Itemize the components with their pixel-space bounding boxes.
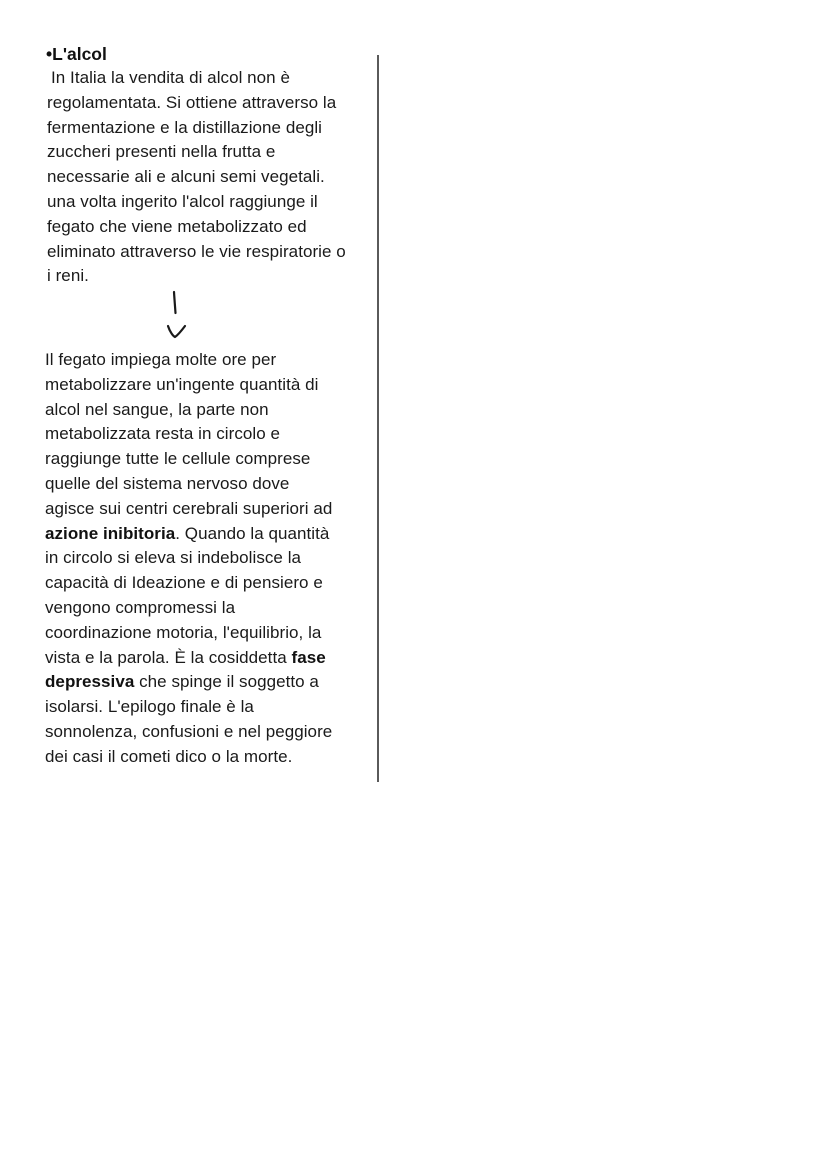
- text-line: sonnolenza, confusioni e nel peggiore: [45, 721, 333, 741]
- text-line: in circolo si eleva si indebolisce la: [45, 548, 302, 568]
- text-fragment: che spinge il soggetto a: [134, 672, 319, 692]
- column-divider: [377, 55, 379, 782]
- text-line: [45, 646, 375, 671]
- text-line: necessarie ali e alcuni semi vegetali.: [47, 167, 325, 187]
- text-line: agisce sui centri cerebrali superiori ad: [45, 498, 333, 518]
- text-line: i reni.: [47, 266, 89, 286]
- text-line: coordinazione motoria, l'equilibrio, la: [45, 622, 322, 642]
- text-line: [45, 670, 375, 695]
- text-line: dei casi il cometi dico o la morte.: [45, 746, 293, 766]
- text-line: zuccheri presenti nella frutta e: [47, 142, 276, 162]
- text-line: metabolizzare un'ingente quantità di: [45, 374, 319, 394]
- text-line: fegato che viene metabolizzato ed: [47, 216, 307, 236]
- text-line: eliminato attraverso le vie respiratorie o: [47, 241, 346, 261]
- text-line: capacità di Ideazione e di pensiero e: [45, 573, 323, 593]
- down-arrow-handwritten-icon: [160, 286, 194, 344]
- text-line: raggiunge tutte le cellule comprese: [45, 449, 311, 469]
- text-line: isolarsi. L'epilogo finale è la: [45, 697, 254, 717]
- text-line: fermentazione e la distillazione degli: [47, 117, 323, 137]
- bold-term: fase: [291, 647, 326, 667]
- text-line: regolamentata. Si ottiene attraverso la: [47, 92, 337, 112]
- text-fragment: . Quando la quantità: [175, 523, 330, 543]
- bold-term: depressiva: [45, 672, 135, 692]
- intro-paragraph: [47, 66, 377, 289]
- text-line: [45, 522, 375, 547]
- section-title: •L'alcol: [46, 44, 107, 64]
- text-line: Il fegato impiega molte ore per: [45, 350, 277, 369]
- bold-term: azione inibitoria: [45, 523, 176, 543]
- text-line: In Italia la vendita di alcol non è: [51, 68, 290, 87]
- text-fragment: vista e la parola. È la cosiddetta: [45, 647, 292, 667]
- text-line: una volta ingerito l'alcol raggiunge il: [47, 191, 318, 211]
- text-line: vengono compromessi la: [45, 597, 236, 617]
- text-line: alcol nel sangue, la parte non: [45, 399, 269, 419]
- text-line: metabolizzata resta in circolo e: [45, 424, 280, 444]
- main-paragraph: [45, 348, 375, 770]
- text-line: quelle del sistema nervoso dove: [45, 473, 290, 493]
